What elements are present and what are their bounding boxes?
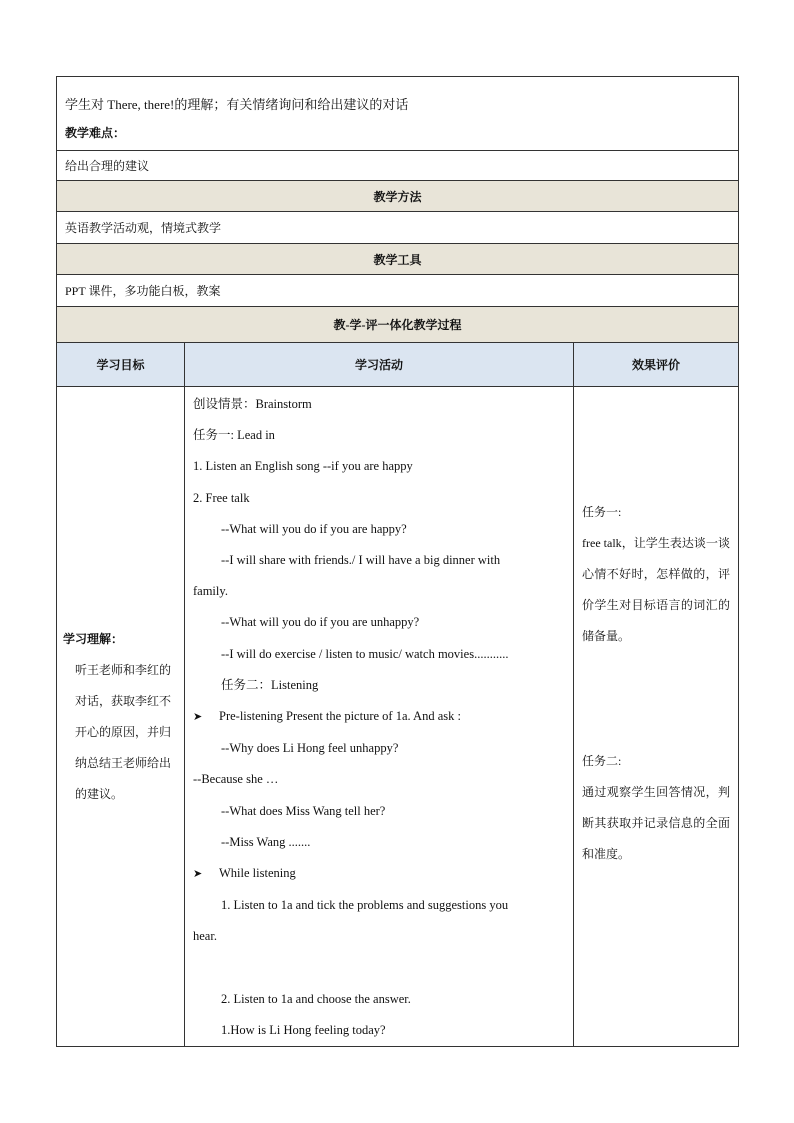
eval-task1-title: 任务一: bbox=[582, 505, 622, 519]
eval-cell bbox=[574, 387, 739, 1047]
col-eval-header: 效果评价 bbox=[574, 343, 739, 387]
lesson-plan-table bbox=[56, 76, 739, 1047]
eval-spacer bbox=[582, 387, 730, 497]
activity-line: 任务二：Listening bbox=[221, 677, 319, 692]
activity-line: hear. bbox=[193, 929, 217, 944]
col-activity-header: 学习活动 bbox=[185, 343, 574, 387]
arrow-bullet-icon: ➤ bbox=[193, 711, 203, 724]
goal-body: 听王老师和李红的对话，获取李红不开心的原因，并归纳总结王老师给出的建议。 bbox=[75, 662, 172, 801]
eval-spacer bbox=[582, 652, 730, 746]
activity-line: --Because she … bbox=[193, 772, 279, 787]
activity-line: --What will you do if you are happy? bbox=[221, 521, 407, 536]
column-header-row bbox=[57, 343, 739, 387]
activity-line: --I will do exercise / listen to music/ watch movies........... bbox=[221, 646, 509, 661]
activity-bullet-line bbox=[193, 858, 565, 890]
activity-cell bbox=[185, 387, 574, 1047]
activity-line: --I will share with friends./ I will have a big dinner with bbox=[221, 553, 501, 568]
activity-line: --Miss Wang ....... bbox=[221, 834, 311, 849]
activity-line: 1. Listen an English song --if you are happy bbox=[193, 459, 413, 474]
eval-task1-body: free talk，让学生表达谈一谈心情不好时，怎样做的，评价学生对目标语言的词汇的储备量。 bbox=[582, 536, 730, 643]
col-goal-header: 学习目标 bbox=[57, 343, 185, 387]
difficulty-label: 教学难点： bbox=[65, 126, 126, 140]
activity-line: While listening bbox=[219, 866, 296, 881]
goal-title: 学习理解： bbox=[63, 631, 124, 646]
blank-line bbox=[193, 953, 565, 984]
process-header-row bbox=[57, 307, 739, 343]
activity-line: --What does Miss Wang tell her? bbox=[221, 803, 386, 818]
intro-line: 学生对 There, there!的理解；有关情绪询问和给出建议的对话 bbox=[65, 97, 409, 112]
activity-bullet-line bbox=[193, 701, 565, 733]
process-header: 教-学-评一体化教学过程 bbox=[57, 307, 739, 343]
tools-row bbox=[57, 275, 739, 307]
activity-line: 任务一: Lead in bbox=[193, 428, 275, 443]
lesson-plan-page bbox=[56, 76, 738, 1047]
difficulty-row bbox=[57, 151, 739, 181]
tools-text: PPT 课件，多功能白板，教案 bbox=[57, 275, 739, 307]
eval-task2-body: 通过观察学生回答情况，判断其获取并记录信息的全面和准度。 bbox=[582, 785, 730, 861]
eval-task2-title: 任务二: bbox=[582, 754, 622, 768]
activity-line: Pre-listening Present the picture of 1a. And ask : bbox=[219, 709, 461, 724]
arrow-bullet-icon: ➤ bbox=[193, 868, 203, 881]
methods-header: 教学方法 bbox=[57, 181, 739, 212]
activity-line: 2. Free talk bbox=[193, 490, 250, 505]
intro-row bbox=[57, 77, 739, 151]
activity-line: 2. Listen to 1a and choose the answer. bbox=[221, 991, 411, 1006]
activity-line: 1.How is Li Hong feeling today? bbox=[221, 1023, 386, 1038]
goal-cell bbox=[57, 387, 185, 1047]
tools-header: 教学工具 bbox=[57, 244, 739, 275]
tools-header-row bbox=[57, 244, 739, 275]
methods-header-row bbox=[57, 181, 739, 212]
activity-line: 创设情景：Brainstorm bbox=[193, 397, 312, 411]
methods-row bbox=[57, 212, 739, 244]
difficulty-text: 给出合理的建议 bbox=[57, 151, 739, 181]
activity-line: family. bbox=[193, 584, 228, 599]
process-body-row bbox=[57, 387, 739, 1047]
activity-line: 1. Listen to 1a and tick the problems and suggestions you bbox=[221, 898, 509, 913]
activity-line: --Why does Li Hong feel unhappy? bbox=[221, 741, 399, 756]
activity-line: --What will you do if you are unhappy? bbox=[221, 615, 420, 630]
methods-text: 英语教学活动观，情境式教学 bbox=[57, 212, 739, 244]
